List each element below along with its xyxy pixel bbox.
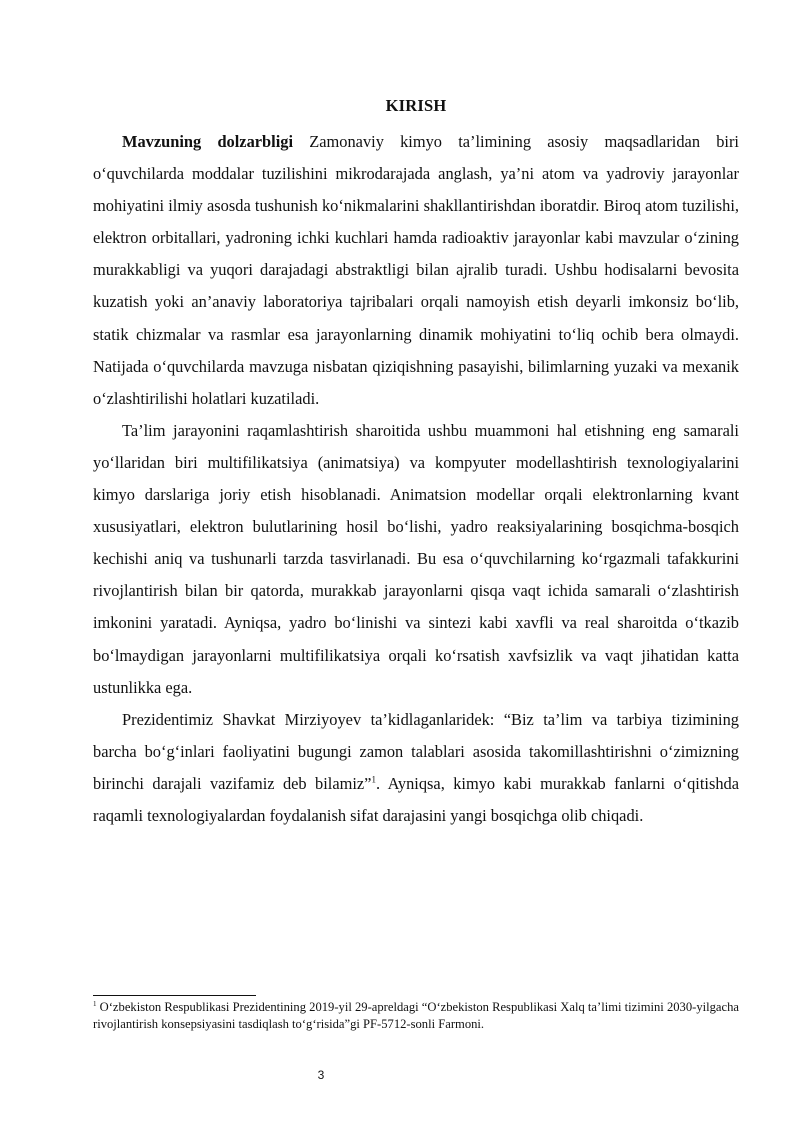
paragraph-president-quote bbox=[93, 704, 739, 832]
paragraph-relevance bbox=[93, 126, 739, 415]
paragraph-text: . Ayniqsa, kimyo kabi murakkab fanlarni o‘qitishda raqamli texnologiyalardan foydalanish sifat darajasini yangi bosqichga olib chiqadi. bbox=[93, 773, 740, 825]
footnote-text: O‘zbekiston Respublikasi Prezidentining 2019-yil 29-apreldagi “O‘zbekiston Respublikasi Xalq ta’limi tizimini 2030-yilgacha rivojlantirish konsepsiyasini tasdiqlash to‘g‘risida”gi PF-5712-sonli Farmoni. bbox=[93, 1000, 739, 1031]
footnote bbox=[93, 999, 739, 1033]
page-number: 3 bbox=[317, 1068, 325, 1082]
paragraph-lead: Mavzuning dolzarbligi bbox=[122, 132, 294, 151]
footnote-divider bbox=[93, 995, 256, 996]
section-heading: KIRISH bbox=[385, 96, 447, 115]
paragraph-text: Zamonaviy kimyo ta’limining asosiy maqsadlaridan biri o‘quvchilarda moddalar tuzilishini mikrodarajada anglash, ya’ni atom va yadroviy jarayonlar mohiyatini ilmiy asosda tushunish ko‘nikmalarini shakllantirishdan iboratdir. Biroq atom tuzilishi, elektron orbitallari, yadroning ichki kuchlari hamda radioaktiv jarayonlar kabi mavzular o‘zining murakkabligi va yuqori darajadagi abstraktligi bilan ajralib turadi. Ushbu hodisalarni bevosita kuzatish yoki an’anaviy laboratoriya tajribalari orqali namoyish etish deyarli imkonsiz bo‘lib, statik chizmalar va rasmlar esa jarayonlarning dinamik mohiyatini to‘liq ochib bera olmaydi. Natijada o‘quvchilarda mavzuga nisbatan qiziqishning pasayishi, bilimlarning yuzaki va mexanik o‘zlashtirilishi holatlari kuzatiladi. bbox=[93, 132, 739, 408]
document-page bbox=[93, 0, 739, 1131]
body-text bbox=[93, 126, 739, 832]
footnote-reference[interactable]: 1 bbox=[371, 774, 376, 785]
paragraph-digitalization: Ta’lim jarayonini raqamlashtirish sharoitida ushbu muammoni hal etishning eng samarali yo‘llaridan biri multifilikatsiya (animatsiya) va kompyuter modellashtirish texnologiyalarini kimyo darslariga joriy etish hisoblanadi. Animatsion modellar orqali elektronlarning kvant xususiyatlari, elektron bulutlarining hosil bo‘lishi, yadro reaksiyalarining bosqichma-bosqich kechishi aniq va tushunarli tarzda tasvirlanadi. Bu esa o‘quvchilarning ko‘rgazmali tafakkurini rivojlantirish bilan bir qatorda, murakkab jarayonlarni qisqa vaqt ichida samarali o‘zlashtirish imkonini yaratadi. Ayniqsa, yadro bo‘linishi va sintezi kabi xavfli va real sharoitda o‘tkazib bo‘lmaydigan jarayonlarni multifilikatsiya orqali ko‘rsatish xavfsizlik va vaqt jihatidan katta ustunlikka ega. bbox=[93, 420, 739, 697]
quote-text: Prezidentimiz Shavkat Mirziyoyev ta’kidlaganlaridek: “Biz ta’lim va tarbiya tizimining barcha bo‘g‘inlari faoliyatini bugungi zamon talablari asosida takomillashtirishni o‘zimizning birinchi darajali vazifamiz deb bilamiz” bbox=[93, 709, 739, 793]
footnote-marker: 1 bbox=[93, 999, 97, 1008]
